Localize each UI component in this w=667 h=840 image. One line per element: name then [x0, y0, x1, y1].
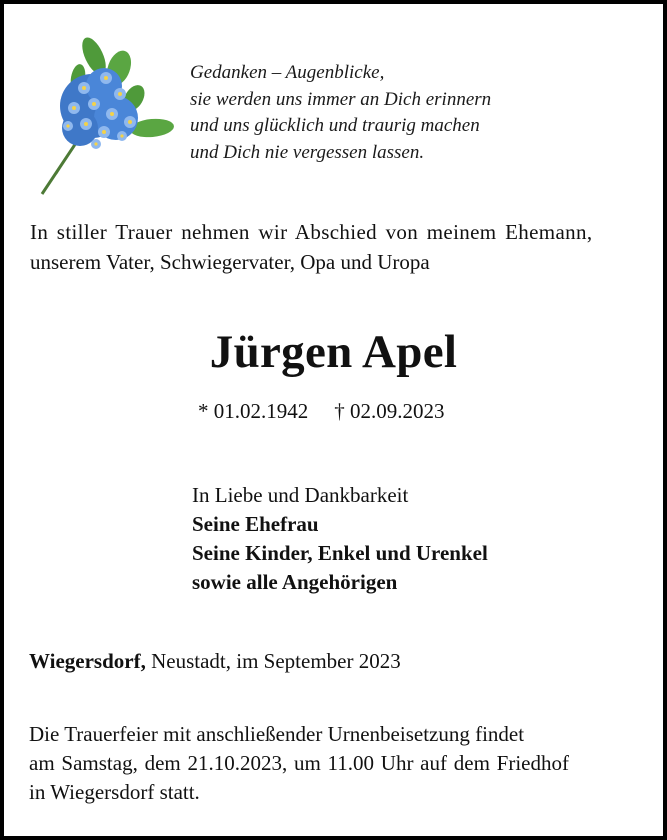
birth-date: * 01.02.1942	[198, 399, 309, 423]
intro-line: unserem Vater, Schwiegervater, Opa und Uropa	[30, 250, 430, 274]
death-date: † 02.09.2023	[334, 399, 445, 423]
mourner-line: Seine Kinder, Enkel und Urenkel	[192, 541, 488, 565]
deceased-name: Jürgen Apel	[209, 326, 458, 378]
poem-line: sie werden uns immer an Dich erinnern	[190, 88, 492, 110]
mourner-line: sowie alle Angehörigen	[192, 570, 398, 594]
place-rest: Neustadt, im September 2023	[145, 649, 401, 673]
funeral-line: in Wiegersdorf statt.	[29, 780, 200, 804]
poem-line: Gedanken – Augenblicke,	[190, 62, 385, 83]
funeral-details	[29, 720, 569, 807]
poem	[190, 60, 491, 166]
funeral-line: Die Trauerfeier mit anschließender Urnenbeisetzung findet	[29, 722, 525, 746]
poem-line: und Dich nie vergessen lassen.	[190, 141, 425, 163]
poem-line: und uns glücklich und traurig machen	[190, 115, 480, 136]
life-dates	[198, 397, 445, 425]
mourner-line: Seine Ehefrau	[192, 512, 319, 536]
intro-line: In stiller Trauer nehmen wir Abschied von meinem Ehemann,	[30, 220, 593, 244]
funeral-line: am Samstag, dem 21.10.2023, um 11.00 Uhr auf dem Friedhof	[29, 751, 569, 775]
place-town: Wiegersdorf,	[29, 649, 146, 673]
intro-text	[30, 217, 650, 277]
mourners-intro: In Liebe und Dankbarkeit	[192, 483, 409, 507]
place-and-date	[29, 647, 401, 675]
mourners	[192, 481, 488, 597]
forget-me-not-flower-icon	[34, 26, 179, 198]
